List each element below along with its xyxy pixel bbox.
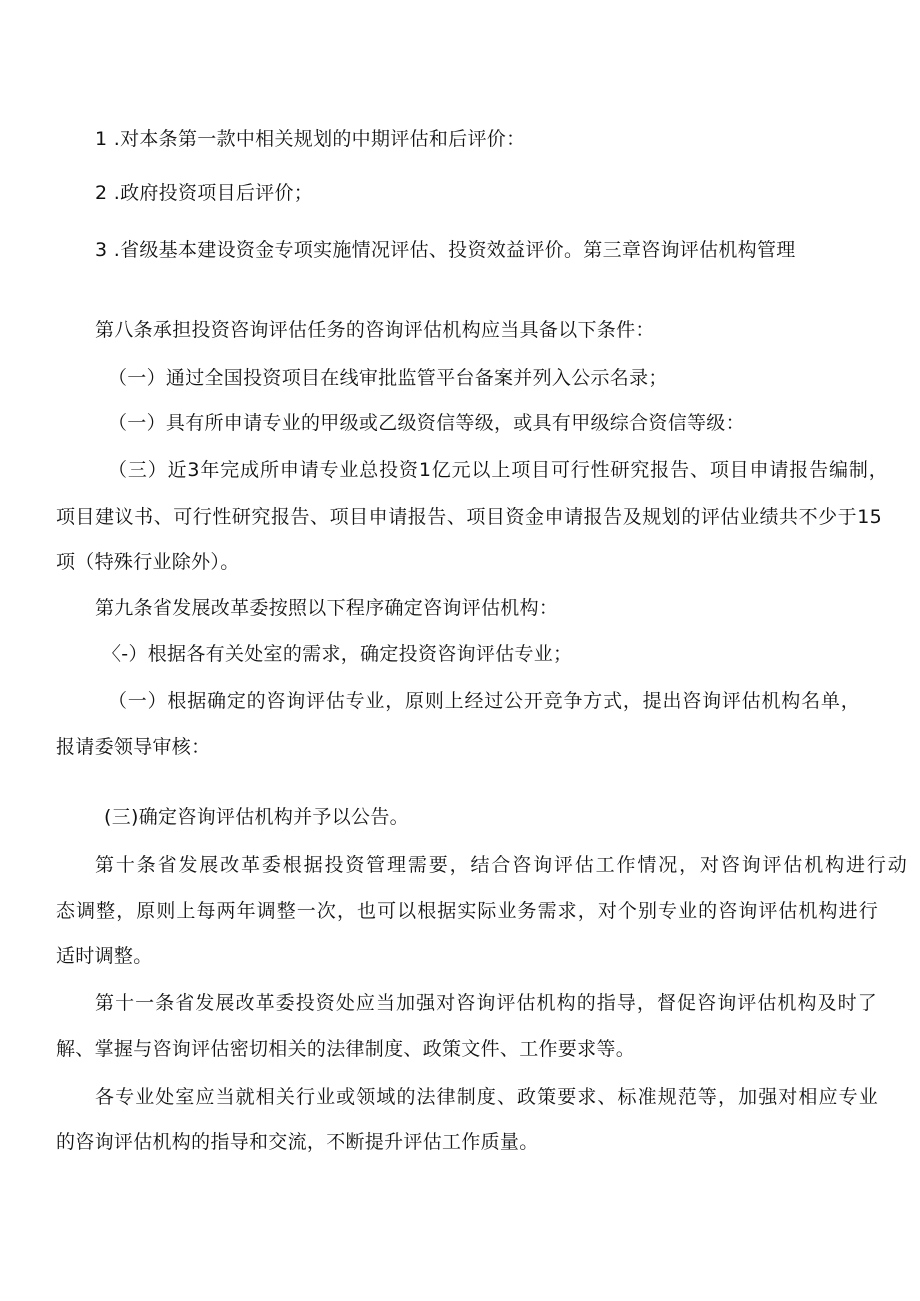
article-10-line-2: 态调整，原则上每两年调整一次，也可以根据实际业务需求，对个别专业的咨询评估机构进行 xyxy=(56,900,878,922)
article-8: 第八条承担投资咨询评估任务的咨询评估机构应当具备以下条件： xyxy=(95,319,655,341)
article-8-clause-1: （一）通过全国投资项目在线审批监管平台备案并列入公示名录； xyxy=(108,367,668,389)
item-2: 2 .政府投资项目后评价； xyxy=(95,182,314,204)
item-3: 3 .省级基本建设资金专项实施情况评估、投资效益评价。第三章咨询评估机构管理 xyxy=(95,239,796,261)
article-9-clause-3: (三)确定咨询评估机构并予以公告。 xyxy=(104,806,409,828)
departments-line-1: 各专业处室应当就相关行业或领域的法律制度、政策要求、标准规范等，加强对相应专业 xyxy=(95,1086,878,1108)
item-1: 1 .对本条第一款中相关规划的中期评估和后评价： xyxy=(95,128,526,150)
departments-line-2: 的咨询评估机构的指导和交流，不断提升评估工作质量。 xyxy=(56,1131,539,1153)
article-9: 第九条省发展改革委按照以下程序确定咨询评估机构： xyxy=(95,597,559,619)
article-9-clause-1: 〈-）根据各有关处室的需求，确定投资咨询评估专业； xyxy=(102,643,573,665)
article-9-clause-2-line-1: （一）根据确定的咨询评估专业，原则上经过公开竞争方式，提出咨询评估机构名单， xyxy=(108,690,860,712)
article-8-clause-3-line-2: 项目建议书、可行性研究报告、项目申请报告、项目资金申请报告及规划的评估业绩共不少于15 xyxy=(56,506,882,528)
article-9-clause-2-line-2: 报请委领导审核： xyxy=(56,736,211,758)
article-8-clause-2: （一）具有所申请专业的甲级或乙级资信等级，或具有甲级综合资信等级： xyxy=(108,412,745,434)
article-8-clause-3-line-3: 项（特殊行业除外）。 xyxy=(56,551,240,573)
article-10-line-1: 第十条省发展改革委根据投资管理需要，结合咨询评估工作情况，对咨询评估机构进行动 xyxy=(95,854,907,876)
article-11-line-1: 第十一条省发展改革委投资处应当加强对咨询评估机构的指导，督促咨询评估机构及时了 xyxy=(95,992,877,1014)
article-11-line-2: 解、掌握与咨询评估密切相关的法律制度、政策文件、工作要求等。 xyxy=(56,1038,636,1060)
article-8-clause-3-line-1: （三）近3年完成所申请专业总投资1亿元以上项目可行性研究报告、项目申请报告编制， xyxy=(108,459,888,481)
article-10-line-3: 适时调整。 xyxy=(56,945,153,967)
